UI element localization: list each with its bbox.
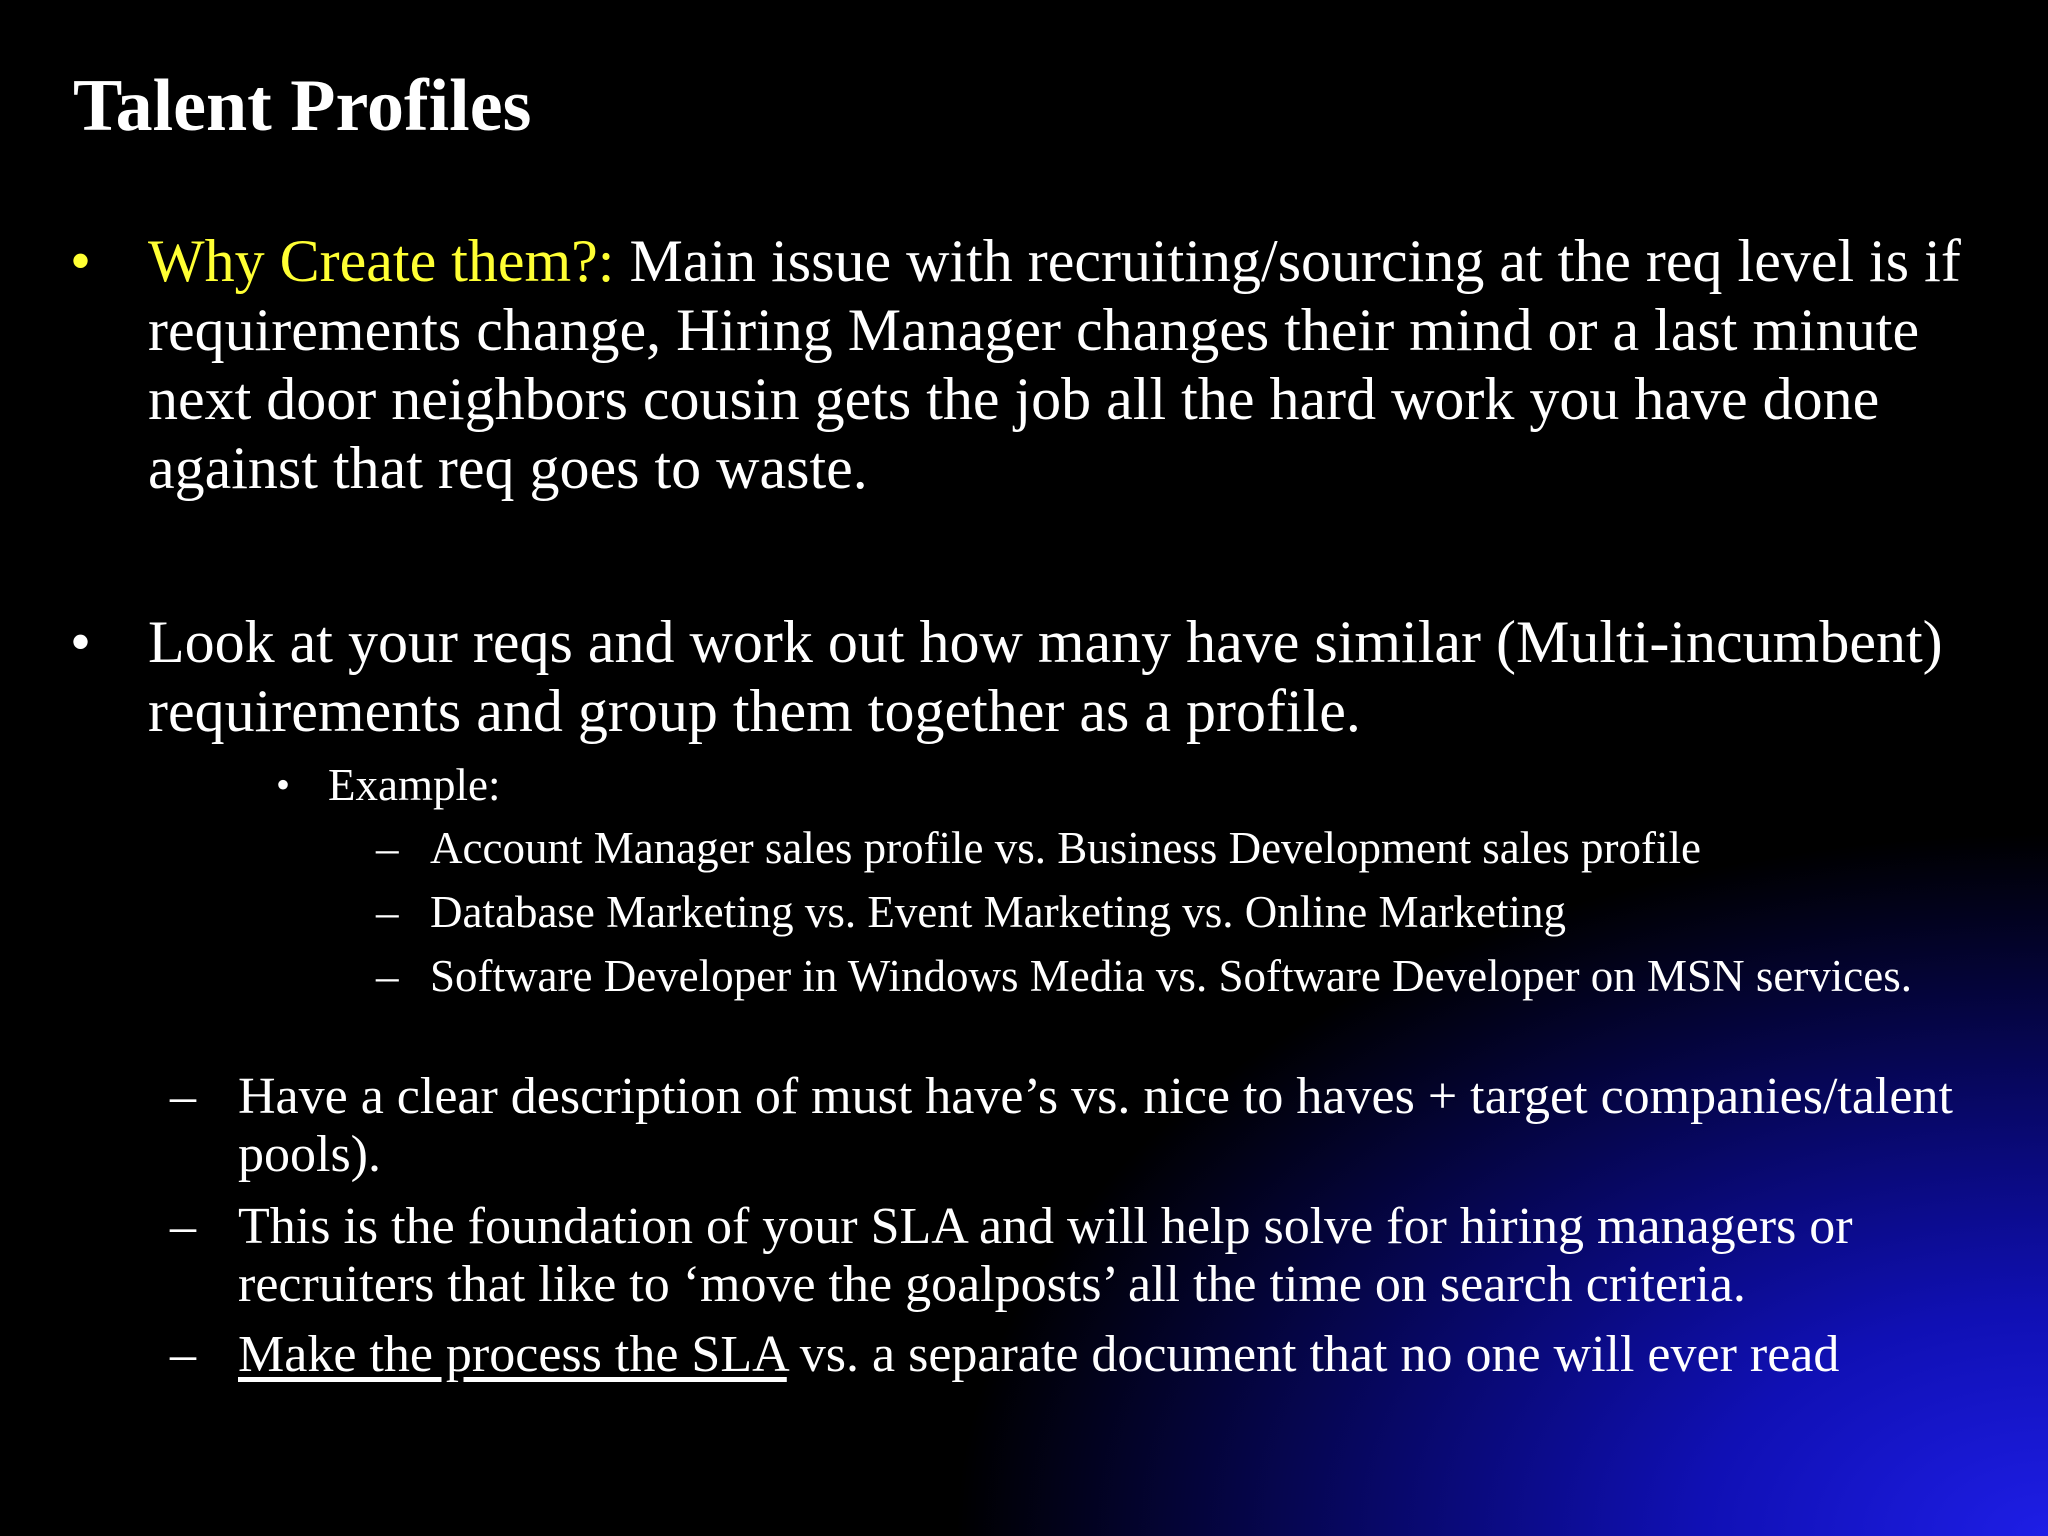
point-text: Have a clear description of must have’s vs. nice to haves + target companies/talent pools).: [238, 1068, 1953, 1183]
dash-marker: –: [376, 951, 399, 1001]
bullet-look-at-reqs: [70, 608, 2008, 746]
bullet-marker: •: [276, 762, 291, 807]
point-text: vs. a separate document that no one will ever read: [786, 1326, 1840, 1383]
slide-title: Talent Profiles: [73, 65, 532, 147]
point-item: [170, 1326, 2028, 1384]
dash-marker: –: [376, 823, 399, 873]
dash-marker: –: [170, 1326, 196, 1383]
example-item: [376, 950, 1990, 1002]
bullet-marker: •: [70, 609, 92, 675]
bullet-why-create: [70, 227, 2008, 503]
bullet-highlight: Why Create them?:: [148, 228, 615, 294]
dash-marker: –: [376, 887, 399, 937]
example-item: [376, 822, 1990, 874]
example-text: Software Developer in Windows Media vs. Software Developer on MSN services.: [430, 951, 1913, 1001]
point-item: [170, 1198, 2028, 1314]
bullet-text: Main issue with recruiting/sourcing at the req level is if requirements change, Hiring Manager changes their mind or a last minute next door neighbors cousin gets the job all the hard work you have done against that req goes to waste.: [148, 228, 1961, 501]
example-item: [376, 886, 1990, 938]
underlined-text: Make the process the SLA: [238, 1326, 787, 1383]
dash-marker: –: [170, 1198, 196, 1255]
bullet-text: Look at your reqs and work out how many have similar (Multi-incumbent) requirements and group them together as a profile.: [148, 609, 1943, 744]
point-item: [170, 1068, 2028, 1184]
example-label: Example:: [328, 760, 501, 810]
example-text: Account Manager sales profile vs. Business Development sales profile: [430, 823, 1701, 873]
dash-marker: –: [170, 1068, 196, 1125]
example-heading: [276, 758, 501, 812]
bullet-marker: •: [70, 228, 92, 294]
example-text: Database Marketing vs. Event Marketing vs. Online Marketing: [430, 887, 1566, 937]
point-text: This is the foundation of your SLA and will help solve for hiring managers or recruiters that like to ‘move the goalposts’ all the time on search criteria.: [238, 1198, 1853, 1313]
